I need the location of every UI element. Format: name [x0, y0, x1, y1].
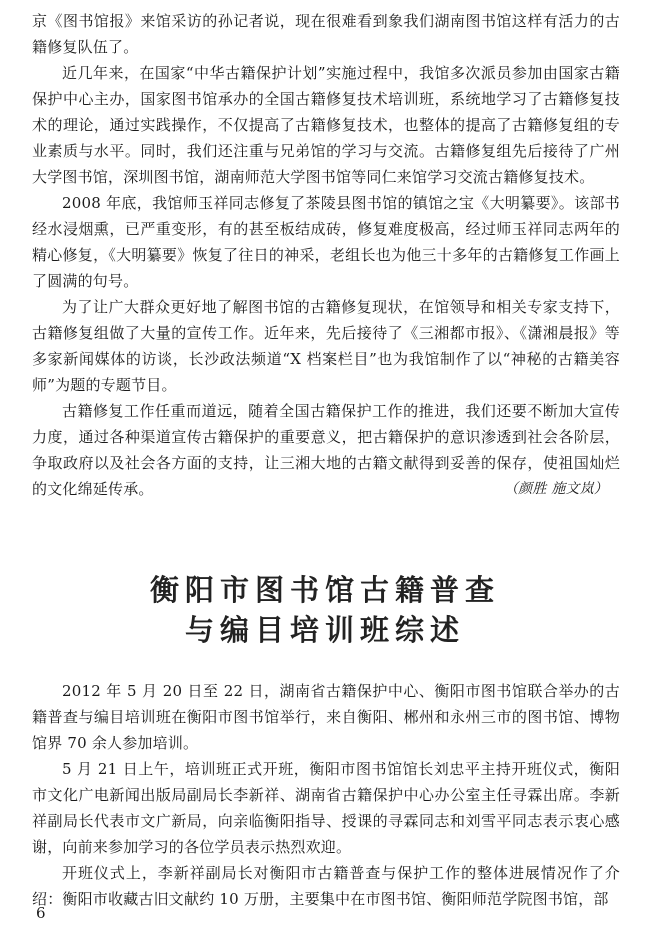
article-body-text [32, 678, 620, 912]
paragraph: 2008 年底，我馆师玉祥同志修复了茶陵县图书馆的镇馆之宝《大明纂要》。该部书经水浸烟熏，已严重变形，有的甚至板结成砖，修复难度极高，经过师玉祥同志两年的精心修复，《大明纂要》恢复了往日的神采，老组长也为他三十多年的古籍修复工作画上了圆满的句号。 [32, 194, 620, 290]
paragraph: 开班仪式上，李新祥副局长对衡阳市古籍普查与保护工作的整体进展情况作了介绍：衡阳市收藏古旧文献约 10 万册，主要集中在市图书馆、衡阳师范学院图书馆，部 [32, 864, 620, 908]
paragraph: 近几年来，在国家“中华古籍保护计划”实施过程中，我馆多次派员参加由国家古籍保护中心主办，国家图书馆承办的全国古籍修复技术培训班，系统地学习了古籍修复技术的理论，通过实践操作，不仅提高了古籍修复技术，也整体的提高了古籍修复组的专业素质与水平。同时，我们还注重与兄弟馆的学习与交流。古籍修复组先后接待了广州大学图书馆，深圳图书馆，湖南师范大学图书馆等同仁来馆学习交流古籍修复技术。 [32, 64, 620, 186]
paragraph: 古籍修复工作任重而道远，随着全国古籍保护工作的推进，我们还要不断加大宣传力度，通过各种渠道宣传古籍保护的重要意义，把古籍保护的意识渗透到社会各阶层，争取政府以及社会各方面的支持，让三湘大地的古籍文献得到妥善的保存，使祖国灿烂的文化绵延传承。 [32, 402, 620, 498]
paragraph: 2012 年 5 月 20 日至 22 日，湖南省古籍保护中心、衡阳市图书馆联合举办的古籍普查与编目培训班在衡阳市图书馆举行，来自衡阳、郴州和永州三市的图书馆、博物馆界 70 余人参加培训。 [32, 682, 620, 752]
paragraph: 京《图书馆报》来馆采访的孙记者说，现在很难看到象我们湖南图书馆这样有活力的古籍修复队伍了。 [32, 12, 620, 56]
article-title-line-2: 与编目培训班综述 [184, 613, 465, 647]
page-number: 6 [36, 904, 46, 922]
author-signature: （颜胜 施文岚） [503, 481, 608, 497]
article-title-line-1: 衡阳市图书馆古籍普查 [149, 573, 500, 607]
paragraph: 为了让广大群众更好地了解图书馆的古籍修复现状，在馆领导和相关专家支持下，古籍修复组做了大量的宣传工作。近年来，先后接待了《三湘都市报》、《潇湘晨报》等多家新闻媒体的访谈，长沙政法频道“X 档案栏目”也为我馆制作了以“神秘的古籍美容师”为题的专题节目。 [32, 298, 620, 394]
paragraph: 5 月 21 日上午，培训班正式开班，衡阳市图书馆馆长刘忠平主持开班仪式，衡阳市文化广电新闻出版局副局长李新祥、湖南省古籍保护中心办公室主任寻霖出席。李新祥副局长代表市文广新局，向亲临衡阳指导、授课的寻霖同志和刘雪平同志表示衷心感谢，向前来参加学习的各位学员表示热烈欢迎。 [32, 760, 620, 856]
top-section-text [32, 8, 620, 502]
